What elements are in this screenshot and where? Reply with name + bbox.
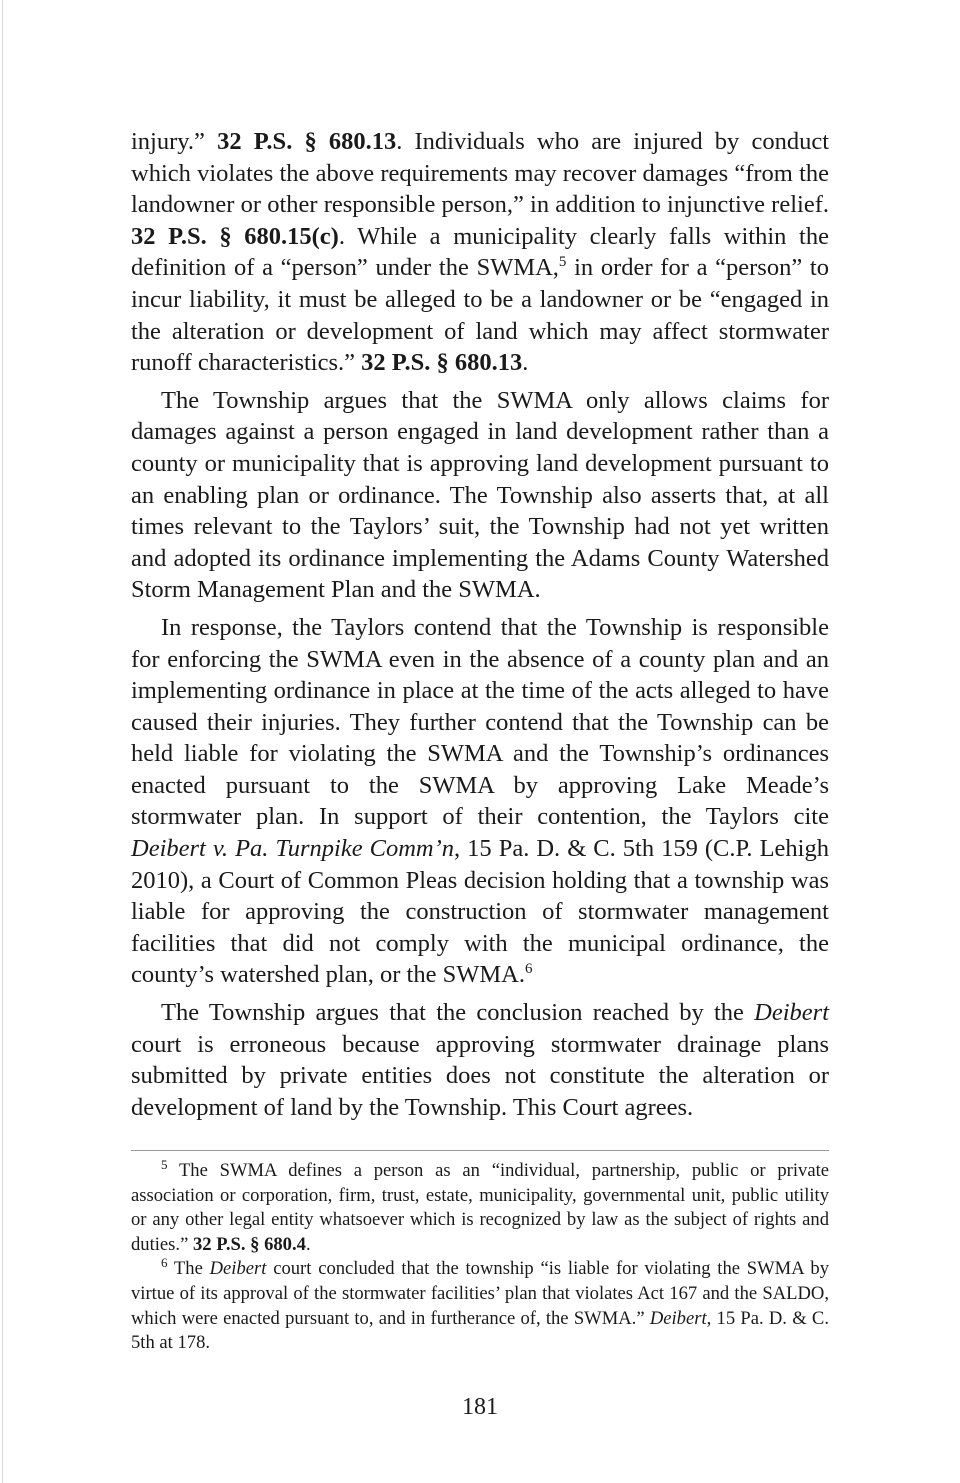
- statute-citation: 32 P.S. § 680.15(c): [131, 222, 339, 250]
- text-run: court concluded that the township “is liable for violating the SWMA by virtue of its approval of the stormwater facilities’ plan that violates Act 167 and the SALDO, which were enacted pursuant to, and in furtherance of, the SWMA.”: [131, 1258, 829, 1329]
- text-run: injury.”: [131, 128, 218, 155]
- footnote-6: [131, 1257, 829, 1355]
- footnote-number: 6: [161, 1255, 168, 1271]
- footnote-ref-6[interactable]: 6: [524, 961, 533, 978]
- footnote-ref-5[interactable]: 5: [558, 254, 567, 271]
- statute-citation: 32 P.S. § 680.13: [361, 349, 523, 377]
- statute-citation: 32 P.S. § 680.4: [192, 1233, 306, 1255]
- case-citation: Deibert: [754, 999, 829, 1027]
- text-run: .: [522, 349, 529, 377]
- paragraph-2: The Township argues that the SWMA only allows claims for damages against a person engaged in land development rather than a county or municipality that is approving land development pursuant to an enabling plan or ordinance. The Township also asserts that, at all times relevant to the Taylors’ suit, the Township had not yet written and adopted its ordinance implementing the Adams County Watershed Storm Management Plan and the SWMA.: [131, 386, 829, 604]
- text-run: The: [167, 1258, 210, 1280]
- paragraph-1: [131, 126, 829, 379]
- case-citation: Deibert v. Pa. Turnpike Comm’n: [131, 835, 454, 863]
- paragraph-4: [131, 997, 829, 1123]
- case-citation: Deibert: [209, 1258, 267, 1280]
- footnote-5: [131, 1159, 829, 1257]
- text-run: . While a municipality clearly falls within the definition of a “person” under the SWMA,: [131, 222, 829, 282]
- text-run: . Individuals who are injured by conduct which violates the above requirements may recover damages “from the landowner or other responsible person,” in addition to injunctive relief.: [131, 128, 830, 219]
- statute-citation: 32 P.S. § 680.13: [217, 128, 397, 155]
- paragraph-3: [131, 612, 829, 991]
- text-run: in order for a “person” to incur liability, it must be alleged to be a landowner or be “engaged in the alteration or development of land which may affect stormwater runoff characteristics.”: [131, 254, 829, 377]
- text-run: court is erroneous because approving stormwater drainage plans submitted by private entities does not constitute the alteration or development of land by the Township. This Court agrees.: [131, 1030, 829, 1121]
- page-number: 181: [462, 1394, 498, 1420]
- footnote-divider: [131, 1150, 829, 1151]
- page-edge: [2, 0, 3, 1483]
- footnote-number: 5: [161, 1157, 168, 1172]
- text-run: The Township argues that the conclusion reached by the: [161, 999, 755, 1027]
- footnotes: [131, 1159, 829, 1356]
- text-run: , 15 Pa. D. & C. 5th at 178.: [131, 1307, 829, 1354]
- text-run: In response, the Taylors contend that the Township is responsible for enforcing the SWMA even in the absence of a county plan and an implementing ordinance in place at the time of the acts alleged to have caused their injuries. They further contend that the Township can be held liable for violating the SWMA and the Township’s ordinances enacted pursuant to the SWMA by approving Lake Meade’s stormwater plan. In support of their contention, the Taylors cite: [131, 613, 829, 831]
- body-text: [131, 126, 829, 1129]
- text-run: .: [305, 1233, 311, 1255]
- case-citation: Deibert: [649, 1307, 707, 1329]
- text-run: , 15 Pa. D. & C. 5th 159 (C.P. Lehigh 2010), a Court of Common Pleas decision holding that a township was liable for approving the construction of stormwater management facilities that did not comply with the municipal ordinance, the county’s watershed plan, or the SWMA.: [131, 835, 829, 989]
- text-run: The SWMA defines a person as an “individual, partnership, public or private association or corporation, firm, trust, estate, municipality, governmental unit, public utility or any other legal entity whatsoever which is recognized by law as the subject of rights and duties.”: [131, 1160, 829, 1255]
